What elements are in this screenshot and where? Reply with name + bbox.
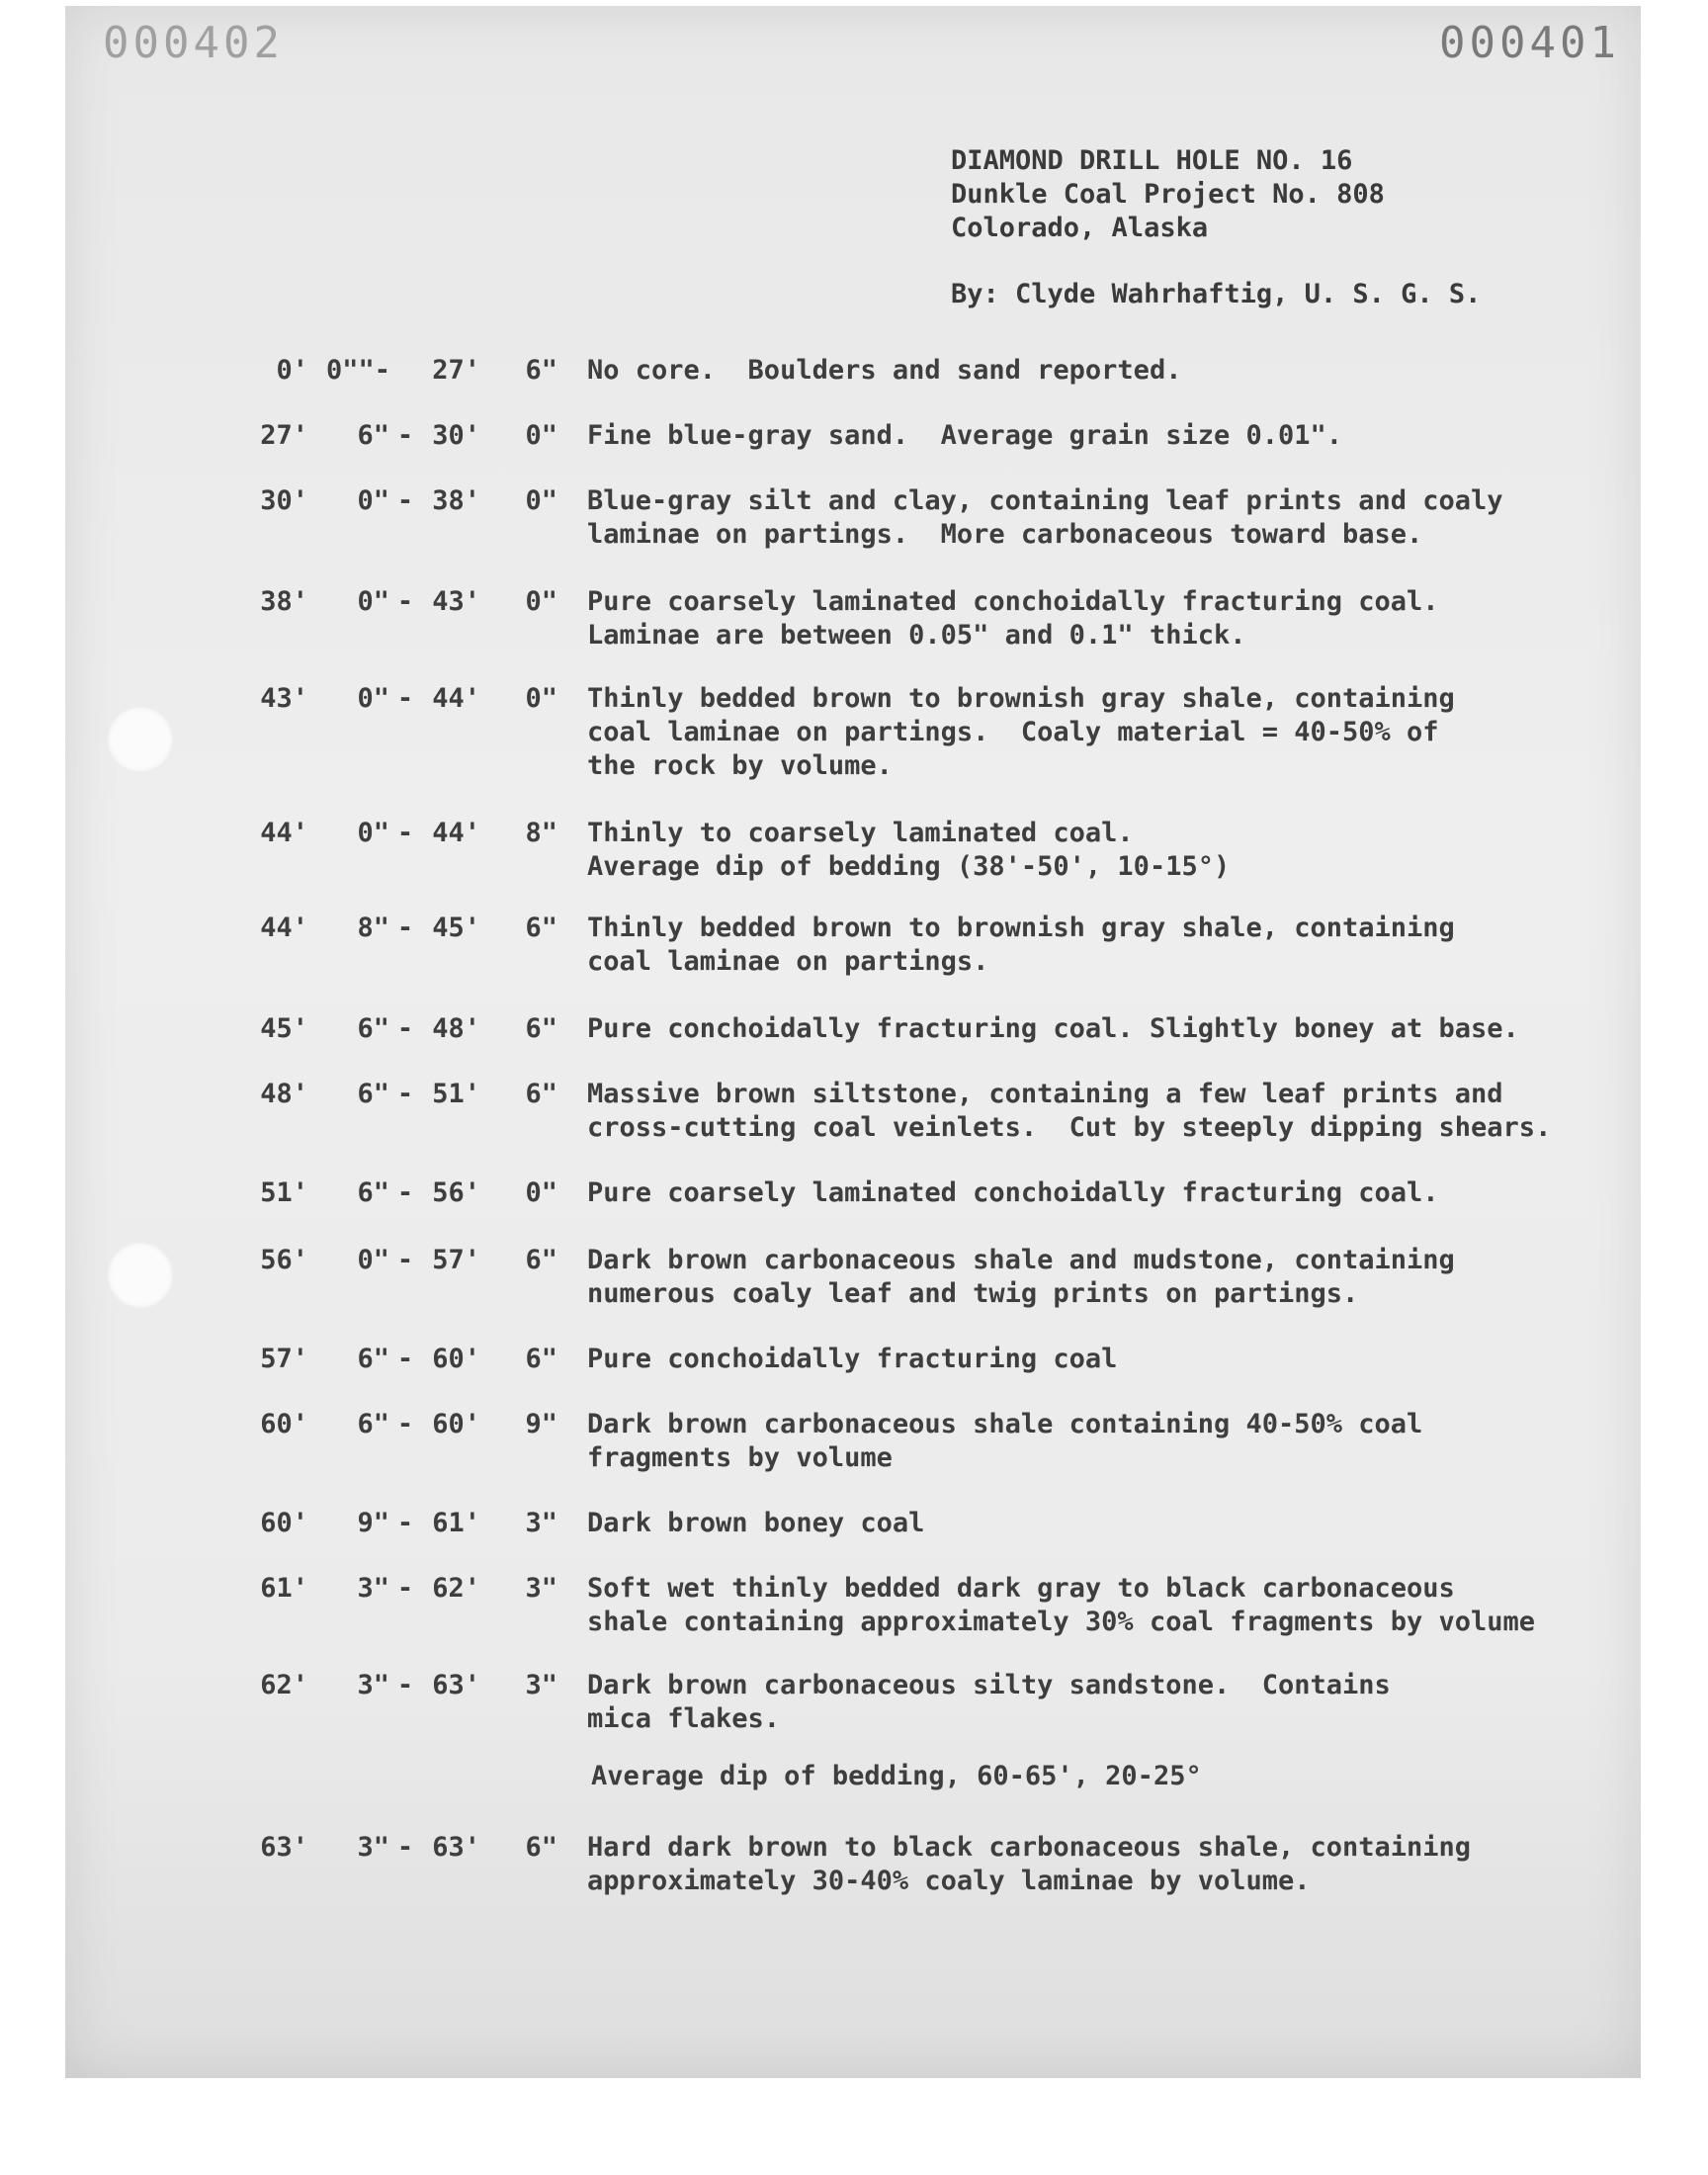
from-inches: 3" <box>357 1832 389 1863</box>
range-dash: - <box>396 818 414 848</box>
description <box>587 1012 1674 1046</box>
range-dash: - <box>396 1409 414 1439</box>
description-line: Dark brown carbonaceous silty sandstone. Contains <box>587 1670 1391 1700</box>
range-dash: - <box>396 1508 414 1538</box>
to-feet: 43' <box>432 586 480 617</box>
page-stamp-number: 000401 <box>1439 18 1620 68</box>
from-inches: 6" <box>357 420 389 451</box>
to-feet: 44' <box>432 818 480 848</box>
description-line: shale containing approximately 30% coal fragments by volume <box>587 1607 1536 1637</box>
from-inches: 6" <box>357 1344 389 1374</box>
description-line: Thinly bedded brown to brownish gray shale, containing <box>587 683 1455 714</box>
range-dash: - <box>396 913 414 943</box>
to-inches: 6" <box>525 913 557 943</box>
description-line: Hard dark brown to black carbonaceous shale, containing <box>587 1832 1472 1863</box>
description-line: the rock by volume. <box>587 750 893 781</box>
drill-hole-title: DIAMOND DRILL HOLE NO. 16 <box>951 145 1353 176</box>
from-inches: 8" <box>357 913 389 943</box>
description-line: cross-cutting coal veinlets. Cut by steeply dipping shears. <box>587 1112 1552 1143</box>
from-feet: 62' <box>260 1670 308 1700</box>
project-location: Colorado, Alaska <box>951 213 1209 243</box>
to-inches: 0" <box>525 485 557 516</box>
to-inches: 6" <box>525 355 557 386</box>
from-feet: 63' <box>260 1832 308 1863</box>
from-inches: 3" <box>357 1670 389 1700</box>
to-feet: 27' <box>432 355 480 386</box>
from-feet: 61' <box>260 1573 308 1604</box>
from-feet: 44' <box>260 913 308 943</box>
description-line: Laminae are between 0.05" and 0.1" thick. <box>587 620 1246 651</box>
description-line: Pure coarsely laminated conchoidally fracturing coal. <box>587 586 1439 617</box>
to-feet: 30' <box>432 420 480 451</box>
description-line: Pure conchoidally fracturing coal <box>587 1344 1118 1374</box>
from-feet: 60' <box>260 1508 308 1538</box>
description <box>587 585 1674 652</box>
description-line: fragments by volume <box>587 1442 893 1473</box>
description-line: Blue-gray silt and clay, containing leaf prints and coaly <box>587 485 1503 516</box>
range-dash: - <box>396 1079 414 1109</box>
to-inches: 6" <box>525 1013 557 1044</box>
to-inches: 0" <box>525 420 557 451</box>
from-feet: 51' <box>260 1177 308 1208</box>
description-line: Dark brown boney coal <box>587 1508 925 1538</box>
document-header <box>951 144 1385 245</box>
to-feet: 38' <box>432 485 480 516</box>
description <box>587 1343 1674 1376</box>
description-line: Dark brown carbonaceous shale and mudstone, containing <box>587 1245 1455 1275</box>
to-inches: 0" <box>525 1177 557 1208</box>
to-inches: 3" <box>525 1573 557 1604</box>
page-stamp-mirrored: 000402 <box>103 18 284 68</box>
from-feet: 56' <box>260 1245 308 1275</box>
description <box>587 354 1674 388</box>
from-feet: 48' <box>260 1079 308 1109</box>
from-feet: 0' <box>276 355 308 386</box>
to-feet: 61' <box>432 1508 480 1538</box>
description-line: laminae on partings. More carbonaceous toward base. <box>587 519 1423 550</box>
from-feet: 45' <box>260 1013 308 1044</box>
to-feet: 60' <box>432 1344 480 1374</box>
to-feet: 48' <box>432 1013 480 1044</box>
description <box>587 1669 1674 1736</box>
description-line: Fine blue-gray sand. Average grain size 0.01". <box>587 420 1343 451</box>
from-feet: 60' <box>260 1409 308 1439</box>
range-dash: - <box>396 683 414 714</box>
to-feet: 60' <box>432 1409 480 1439</box>
from-inches: 0""- <box>326 355 391 386</box>
from-inches: 0" <box>357 586 389 617</box>
from-inches: 3" <box>357 1573 389 1604</box>
range-dash: - <box>396 1670 414 1700</box>
description <box>587 682 1674 783</box>
from-feet: 43' <box>260 683 308 714</box>
description <box>587 484 1674 552</box>
description-line: Thinly to coarsely laminated coal. <box>587 818 1134 848</box>
from-feet: 57' <box>260 1344 308 1374</box>
description-line: Dark brown carbonaceous shale containing 40-50% coal <box>587 1409 1423 1439</box>
description-line: coal laminae on partings. Coaly material = 40-50% of <box>587 717 1439 747</box>
to-feet: 51' <box>432 1079 480 1109</box>
to-inches: 3" <box>525 1508 557 1538</box>
to-feet: 44' <box>432 683 480 714</box>
bedding-dip-note: Average dip of bedding, 60-65', 20-25° <box>591 1761 1202 1791</box>
from-inches: 6" <box>357 1013 389 1044</box>
description-line: Thinly bedded brown to brownish gray shale, containing <box>587 913 1455 943</box>
description-line: Massive brown siltstone, containing a few leaf prints and <box>587 1079 1503 1109</box>
description <box>587 419 1674 453</box>
description-line: Pure coarsely laminated conchoidally fracturing coal. <box>587 1177 1439 1208</box>
description <box>587 817 1674 884</box>
description-line: Soft wet thinly bedded dark gray to black carbonaceous <box>587 1573 1455 1604</box>
range-dash: - <box>396 420 414 451</box>
description-line: coal laminae on partings. <box>587 946 989 977</box>
to-feet: 63' <box>432 1832 480 1863</box>
range-dash: - <box>396 1832 414 1863</box>
author-line: By: Clyde Wahrhaftig, U. S. G. S. <box>951 279 1482 309</box>
to-feet: 63' <box>432 1670 480 1700</box>
to-inches: 9" <box>525 1409 557 1439</box>
from-inches: 9" <box>357 1508 389 1538</box>
description <box>587 1408 1674 1475</box>
description-line: numerous coaly leaf and twig prints on partings. <box>587 1278 1359 1309</box>
range-dash: - <box>396 1344 414 1374</box>
to-feet: 62' <box>432 1573 480 1604</box>
from-inches: 0" <box>357 485 389 516</box>
project-name: Dunkle Coal Project No. 808 <box>951 179 1385 210</box>
range-dash: - <box>396 1177 414 1208</box>
punch-hole-top <box>107 706 174 773</box>
description <box>587 1831 1674 1898</box>
from-inches: 6" <box>357 1177 389 1208</box>
range-dash: - <box>396 485 414 516</box>
to-inches: 6" <box>525 1079 557 1109</box>
description-line: Pure conchoidally fracturing coal. Slightly boney at base. <box>587 1013 1519 1044</box>
to-feet: 57' <box>432 1245 480 1275</box>
description <box>587 1078 1674 1145</box>
to-inches: 0" <box>525 683 557 714</box>
description <box>587 1572 1674 1639</box>
to-feet: 45' <box>432 913 480 943</box>
from-feet: 30' <box>260 485 308 516</box>
description-line: Average dip of bedding (38'-50', 10-15°) <box>587 851 1231 882</box>
to-inches: 6" <box>525 1245 557 1275</box>
description-line: approximately 30-40% coaly laminae by volume. <box>587 1866 1311 1896</box>
range-dash: - <box>396 1245 414 1275</box>
from-inches: 6" <box>357 1409 389 1439</box>
from-inches: 0" <box>357 818 389 848</box>
to-inches: 8" <box>525 818 557 848</box>
to-inches: 6" <box>525 1344 557 1374</box>
description <box>587 1244 1674 1311</box>
to-inches: 0" <box>525 586 557 617</box>
description <box>587 1507 1674 1540</box>
punch-hole-bottom <box>107 1242 174 1309</box>
range-dash: - <box>396 1573 414 1604</box>
to-feet: 56' <box>432 1177 480 1208</box>
range-dash: - <box>396 1013 414 1044</box>
from-feet: 44' <box>260 818 308 848</box>
description <box>587 1176 1674 1210</box>
description-line: No core. Boulders and sand reported. <box>587 355 1182 386</box>
description <box>587 912 1674 979</box>
from-feet: 27' <box>260 420 308 451</box>
from-feet: 38' <box>260 586 308 617</box>
range-dash: - <box>396 586 414 617</box>
from-inches: 0" <box>357 683 389 714</box>
from-inches: 6" <box>357 1079 389 1109</box>
description-line: mica flakes. <box>587 1703 781 1734</box>
to-inches: 6" <box>525 1832 557 1863</box>
from-inches: 0" <box>357 1245 389 1275</box>
to-inches: 3" <box>525 1670 557 1700</box>
